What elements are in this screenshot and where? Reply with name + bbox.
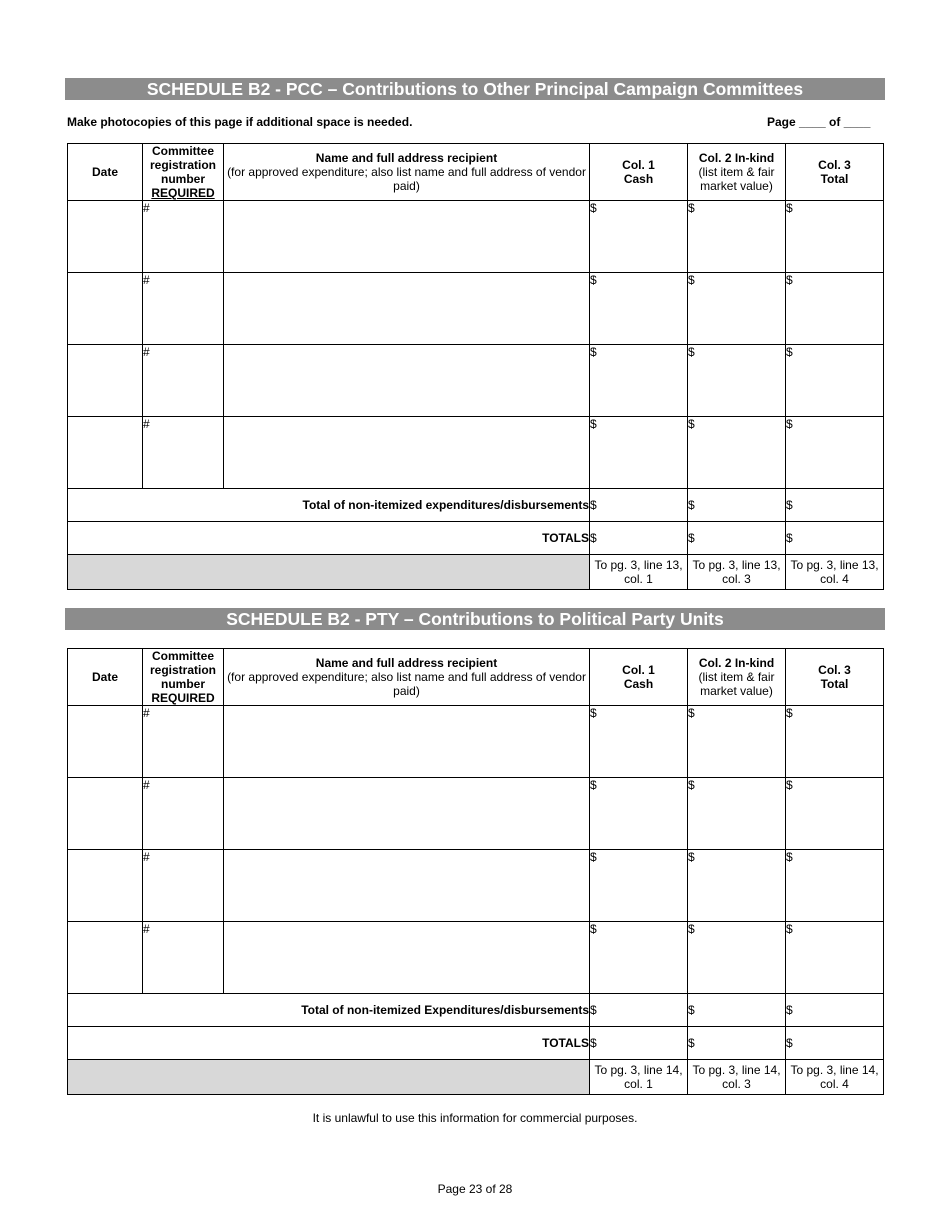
nonitemized-col2[interactable]: $ xyxy=(688,489,786,522)
col3-total-cell[interactable]: $ xyxy=(786,850,884,922)
entry-row xyxy=(68,778,884,850)
entry-row xyxy=(68,706,884,778)
col2-inkind-cell[interactable]: $ xyxy=(688,345,786,417)
col3-total-cell[interactable]: $ xyxy=(786,201,884,273)
date-cell[interactable] xyxy=(68,417,143,489)
col1-cash-cell[interactable]: $ xyxy=(590,850,688,922)
nonitemized-col3[interactable]: $ xyxy=(786,994,884,1027)
header-col1: Col. 1 Cash xyxy=(590,144,688,201)
col1-cash-cell[interactable]: $ xyxy=(590,706,688,778)
col3-total-cell[interactable]: $ xyxy=(786,706,884,778)
table-header-row xyxy=(68,649,884,706)
col1-cash-cell[interactable]: $ xyxy=(590,778,688,850)
header-name-address: Name and full address recipient (for approved expenditure; also list name and full address of vendor paid) xyxy=(224,144,590,201)
committee-number-cell[interactable]: # xyxy=(143,778,224,850)
col3-total-cell[interactable]: $ xyxy=(786,922,884,994)
header-col2: Col. 2 In-kind (list item & fair market value) xyxy=(688,649,786,706)
col1-cash-cell[interactable]: $ xyxy=(590,922,688,994)
photocopy-notice: Make photocopies of this page if additional space is needed. xyxy=(67,115,413,129)
header-committee: Committee registration number REQUIRED xyxy=(143,649,224,706)
reference-row xyxy=(68,555,884,590)
name-address-cell[interactable] xyxy=(224,706,590,778)
col2-inkind-cell[interactable]: $ xyxy=(688,273,786,345)
totals-row xyxy=(68,522,884,555)
page-number: Page 23 of 28 xyxy=(437,1182,513,1196)
date-cell[interactable] xyxy=(68,273,143,345)
header-col1: Col. 1 Cash xyxy=(590,649,688,706)
nonitemized-col2[interactable]: $ xyxy=(688,994,786,1027)
entry-row xyxy=(68,273,884,345)
entry-row xyxy=(68,850,884,922)
totals-col2[interactable]: $ xyxy=(688,1027,786,1060)
col1-cash-cell[interactable]: $ xyxy=(590,417,688,489)
committee-number-cell[interactable]: # xyxy=(143,345,224,417)
table-header-row xyxy=(68,144,884,201)
nonitemized-col1[interactable]: $ xyxy=(590,994,688,1027)
nonitemized-col3[interactable]: $ xyxy=(786,489,884,522)
col2-inkind-cell[interactable]: $ xyxy=(688,778,786,850)
committee-number-cell[interactable]: # xyxy=(143,706,224,778)
date-cell[interactable] xyxy=(68,706,143,778)
name-address-cell[interactable] xyxy=(224,201,590,273)
committee-number-cell[interactable]: # xyxy=(143,201,224,273)
header-col2: Col. 2 In-kind (list item & fair market value) xyxy=(688,144,786,201)
committee-number-cell[interactable]: # xyxy=(143,922,224,994)
header-committee: Committee registration number REQUIRED xyxy=(143,144,224,201)
pty-table xyxy=(67,648,884,1095)
shaded-cell xyxy=(68,555,590,590)
name-address-cell[interactable] xyxy=(224,273,590,345)
col3-total-cell[interactable]: $ xyxy=(786,778,884,850)
committee-number-cell[interactable]: # xyxy=(143,273,224,345)
header-name-address: Name and full address recipient (for approved expenditure; also list name and full address of vendor paid) xyxy=(224,649,590,706)
header-date: Date xyxy=(68,144,143,201)
name-address-cell[interactable] xyxy=(224,778,590,850)
col1-cash-cell[interactable]: $ xyxy=(590,201,688,273)
ref-col1: To pg. 3, line 14, col. 1 xyxy=(590,1060,688,1095)
section2-title: SCHEDULE B2 - PTY – Contributions to Political Party Units xyxy=(65,608,885,630)
date-cell[interactable] xyxy=(68,778,143,850)
nonitemized-row xyxy=(68,994,884,1027)
ref-col3: To pg. 3, line 13, col. 4 xyxy=(786,555,884,590)
totals-row xyxy=(68,1027,884,1060)
totals-col1[interactable]: $ xyxy=(590,522,688,555)
col1-cash-cell[interactable]: $ xyxy=(590,345,688,417)
nonitemized-row xyxy=(68,489,884,522)
reference-row xyxy=(68,1060,884,1095)
col3-total-cell[interactable]: $ xyxy=(786,417,884,489)
name-address-cell[interactable] xyxy=(224,345,590,417)
col2-inkind-cell[interactable]: $ xyxy=(688,201,786,273)
commercial-use-notice: It is unlawful to use this information for commercial purposes. xyxy=(312,1111,638,1125)
nonitemized-label: Total of non-itemized expenditures/disbursements xyxy=(68,489,590,522)
header-col3: Col. 3 Total xyxy=(786,144,884,201)
nonitemized-label: Total of non-itemized Expenditures/disbursements xyxy=(68,994,590,1027)
col2-inkind-cell[interactable]: $ xyxy=(688,417,786,489)
ref-col1: To pg. 3, line 13, col. 1 xyxy=(590,555,688,590)
ref-col2: To pg. 3, line 14, col. 3 xyxy=(688,1060,786,1095)
totals-col1[interactable]: $ xyxy=(590,1027,688,1060)
name-address-cell[interactable] xyxy=(224,922,590,994)
col3-total-cell[interactable]: $ xyxy=(786,273,884,345)
header-date: Date xyxy=(68,649,143,706)
pcc-table xyxy=(67,143,884,590)
totals-label: TOTALS xyxy=(68,522,590,555)
name-address-cell[interactable] xyxy=(224,417,590,489)
ref-col2: To pg. 3, line 13, col. 3 xyxy=(688,555,786,590)
col2-inkind-cell[interactable]: $ xyxy=(688,922,786,994)
shaded-cell xyxy=(68,1060,590,1095)
entry-row xyxy=(68,417,884,489)
col3-total-cell[interactable]: $ xyxy=(786,345,884,417)
col1-cash-cell[interactable]: $ xyxy=(590,273,688,345)
date-cell[interactable] xyxy=(68,850,143,922)
date-cell[interactable] xyxy=(68,345,143,417)
entry-row xyxy=(68,922,884,994)
totals-col3[interactable]: $ xyxy=(786,1027,884,1060)
name-address-cell[interactable] xyxy=(224,850,590,922)
section1-title: SCHEDULE B2 - PCC – Contributions to Other Principal Campaign Committees xyxy=(65,78,885,100)
col2-inkind-cell[interactable]: $ xyxy=(688,706,786,778)
totals-col2[interactable]: $ xyxy=(688,522,786,555)
entry-row xyxy=(68,201,884,273)
nonitemized-col1[interactable]: $ xyxy=(590,489,688,522)
date-cell[interactable] xyxy=(68,922,143,994)
totals-col3[interactable]: $ xyxy=(786,522,884,555)
committee-number-cell[interactable]: # xyxy=(143,417,224,489)
date-cell[interactable] xyxy=(68,201,143,273)
page-of-field[interactable]: Page ____ of ____ xyxy=(767,115,871,129)
col2-inkind-cell[interactable]: $ xyxy=(688,850,786,922)
ref-col3: To pg. 3, line 14, col. 4 xyxy=(786,1060,884,1095)
entry-row xyxy=(68,345,884,417)
header-col3: Col. 3 Total xyxy=(786,649,884,706)
committee-number-cell[interactable]: # xyxy=(143,850,224,922)
totals-label: TOTALS xyxy=(68,1027,590,1060)
